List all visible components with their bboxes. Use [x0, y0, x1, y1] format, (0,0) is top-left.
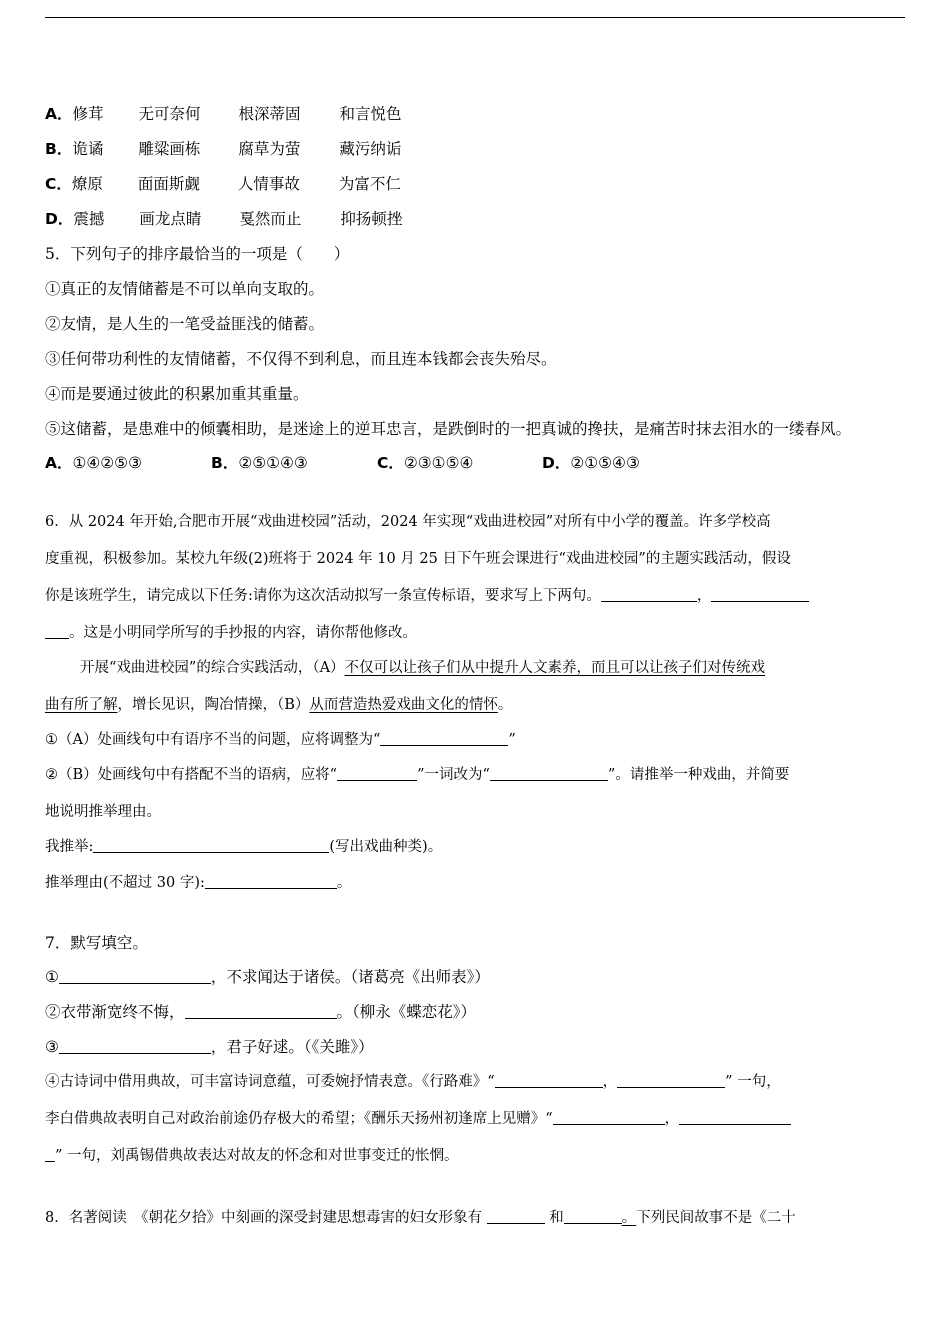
option-word: 腐草为萤: [238, 140, 301, 158]
sub-2-text: ②（B）处画线句中有搭配不当的语病，应将“: [45, 767, 338, 783]
dictation-blank-5b[interactable]: [679, 1108, 791, 1125]
q5-sentence-2: ②友情，是人生的一笔受益匪浅的储蓄。: [45, 315, 325, 333]
q5-sentence-1: ①真正的友情储蓄是不可以单向支取的。: [45, 280, 325, 298]
sub-1-end: ”: [508, 732, 516, 748]
q7-stem: 7．默写填空。: [45, 934, 148, 952]
slogan-blank-2-cont[interactable]: [45, 622, 69, 639]
q6-line-3: [45, 585, 809, 607]
q6-reason: [45, 872, 351, 894]
q5-option-b: [211, 452, 377, 474]
reorder-blank[interactable]: [380, 729, 508, 746]
option-word: 为富不仁: [338, 175, 401, 193]
recommend-note: (写出戏曲种类)。: [329, 839, 443, 855]
option-word: 诡谲: [72, 140, 104, 158]
option-text: ②①⑤④③: [570, 454, 640, 472]
q6-paragraph-1: [80, 657, 765, 679]
q5-sentence-5: ⑤这储蓄，是患难中的倾囊相助，是迷途上的逆耳忠言，是跌倒时的一把真诚的搀扶，是痛苦时抹去泪水的一缕春风。: [45, 420, 852, 438]
q5-options: [45, 452, 640, 474]
q7-line-4: [45, 1071, 781, 1093]
q7-line-1-num: ①: [45, 968, 59, 986]
q7-line-3-num: ③: [45, 1038, 59, 1056]
q6-line-3-text: 你是该班学生，请完成以下任务:请你为这次活动拟写一条宣传标语，要求写上下两句。: [45, 588, 601, 604]
option-word: 藏污纳诟: [339, 140, 402, 158]
q6-line-3-comma: ，: [696, 588, 712, 604]
q6-line-1: 6．从 2024 年开始,合肥市开展“戏曲进校园”活动，2024 年实现“戏曲进校园”对所有中小学的覆盖。许多学校高: [45, 514, 771, 530]
slogan-blank-2[interactable]: [711, 585, 809, 602]
q7-line-1-text: ，不求闻达于诸侯。（诸葛亮《出师表》）: [210, 968, 490, 986]
reason-end: 。: [336, 875, 352, 891]
option-label: A．: [45, 105, 73, 123]
q7-line-2: [45, 1001, 476, 1023]
reason-blank[interactable]: [205, 872, 337, 889]
q5-sentence-4: ④而是要通过彼此的积累加重其重量。: [45, 385, 309, 403]
dictation-blank-2[interactable]: [185, 1002, 337, 1019]
q6-line-2: 度重视，积极参加。某校九年级(2)班将于 2024 年 10 月 25 日下午班会课进行“戏曲进校园”的主题实践活动，假设: [45, 551, 791, 567]
q5-option-a: [45, 452, 211, 474]
q8-end: 下列民间故事不是《二十: [636, 1210, 796, 1226]
q5-stem: 5．下列句子的排序最恰当的一项是（ ）: [45, 245, 350, 263]
dictation-blank-1[interactable]: [59, 967, 211, 984]
q7-line-5: [45, 1108, 791, 1130]
q4-option-d: [45, 208, 402, 230]
option-text: ①④②⑤③: [72, 454, 142, 472]
q4-option-b: [45, 138, 401, 160]
recommend-blank[interactable]: [93, 836, 329, 853]
dictation-blank-5b-cont[interactable]: [45, 1145, 55, 1162]
option-word: 无可奈何: [138, 105, 201, 123]
underlined-sentence-a-cont: 曲有所了解: [45, 697, 118, 713]
q7-line-3: [45, 1036, 374, 1058]
dictation-blank-3[interactable]: [59, 1037, 211, 1054]
dictation-blank-4b[interactable]: [617, 1071, 725, 1088]
option-word: 画龙点睛: [139, 210, 202, 228]
slogan-blank-1[interactable]: [601, 585, 697, 602]
q6-recommend: [45, 836, 442, 858]
q8-start: 8．名著阅读 《朝花夕拾》中刻画的深受封建思想毒害的妇女形象有: [45, 1210, 482, 1226]
option-word: 根深蒂固: [238, 105, 301, 123]
wrong-word-blank[interactable]: [337, 764, 417, 781]
option-word: 震撼: [73, 210, 105, 228]
option-label: D．: [45, 210, 74, 228]
dictation-blank-4a[interactable]: [495, 1071, 603, 1088]
option-word: 燎原: [71, 175, 103, 193]
option-word: 抑扬顿挫: [340, 210, 403, 228]
option-text: ②⑤①④③: [238, 454, 308, 472]
q4-option-a: [45, 103, 402, 125]
option-word: 戛然而止: [239, 210, 302, 228]
option-word: 面面斯觑: [137, 175, 200, 193]
q7-line-2-start: ②衣带渐宽终不悔，: [45, 1003, 185, 1021]
q7-line-5-start: 李白借典故表明自己对政治前途仍存极大的希望；《酬乐天扬州初逢席上见赠》“: [45, 1111, 553, 1127]
underlined-sentence-a: 不仅可以让孩子们从中提升人文素养，而且可以让孩子们对传统戏: [344, 660, 766, 676]
option-label: B．: [45, 140, 73, 158]
q7-line-1: [45, 966, 490, 988]
q8-period: 。: [621, 1210, 637, 1226]
option-word: 和言悦色: [339, 105, 402, 123]
option-label: B．: [211, 454, 239, 472]
sub-2-end: ”。请推举一种戏曲，并简要: [607, 767, 790, 783]
option-label: C．: [377, 454, 404, 472]
recommend-label: 我推举:: [45, 839, 94, 855]
q7-line-6-end: ” 一句，刘禹锡借典故表达对故友的怀念和对世事变迁的怅惘。: [55, 1148, 459, 1164]
q5-option-d: [542, 452, 640, 474]
q6-paragraph-2: [45, 694, 512, 716]
paragraph-mid: ，增长见识，陶冶情操，（B）: [117, 697, 310, 713]
paragraph-start: 开展“戏曲进校园”的综合实践活动，（A）: [80, 660, 345, 676]
header-rule: [45, 17, 905, 18]
paragraph-end: 。: [497, 697, 513, 713]
q8-and: 和: [549, 1210, 564, 1226]
dictation-blank-5a[interactable]: [553, 1108, 665, 1125]
q7-line-2-end: 。（柳永《蝶恋花》）: [336, 1003, 477, 1021]
sub-1-text: ①（A）处画线句中有语序不当的问题，应将调整为“: [45, 732, 381, 748]
q7-line-5-comma: ，: [664, 1111, 680, 1127]
q5-sentence-3: ③任何带功利性的友情储蓄，不仅得不到利息，而且连本钱都会丧失殆尽。: [45, 350, 557, 368]
underlined-sentence-b: 从而营造热爱戏曲文化的情怀: [309, 697, 498, 713]
option-label: D．: [542, 454, 571, 472]
option-label: A．: [45, 454, 73, 472]
q5-option-c: [377, 452, 542, 474]
q4-option-c: [45, 173, 401, 195]
option-word: 修茸: [72, 105, 104, 123]
q8-line-1: [45, 1207, 796, 1229]
correct-word-blank[interactable]: [490, 764, 608, 781]
option-text: ②③①⑤④: [403, 454, 474, 472]
q7-line-3-text: ，君子好逑。（《关雎》）: [210, 1038, 374, 1056]
option-label: C．: [45, 175, 72, 193]
q6-sub-2-line-2: 地说明推举理由。: [45, 804, 161, 820]
character-blank-1[interactable]: [487, 1207, 545, 1224]
reason-label: 推举理由(不超过 30 字):: [45, 875, 205, 891]
option-word: 人情事故: [237, 175, 300, 193]
character-blank-2[interactable]: [564, 1207, 622, 1224]
q6-line-4-text: 。这是小明同学所写的手抄报的内容，请你帮他修改。: [69, 625, 417, 641]
q7-line-4-comma: ，: [602, 1074, 618, 1090]
q6-sub-2: [45, 764, 789, 786]
q7-line-4-start: ④古诗词中借用典故，可丰富诗词意蕴，可委婉抒情表意。《行路难》“: [45, 1074, 495, 1090]
option-word: 雕粱画栋: [138, 140, 201, 158]
q6-line-4: [45, 622, 417, 644]
q7-line-6: [45, 1145, 459, 1167]
q7-line-4-end: ” 一句，: [725, 1074, 781, 1090]
q6-sub-1: [45, 729, 516, 751]
sub-2-mid: ”一词改为“: [417, 767, 490, 783]
